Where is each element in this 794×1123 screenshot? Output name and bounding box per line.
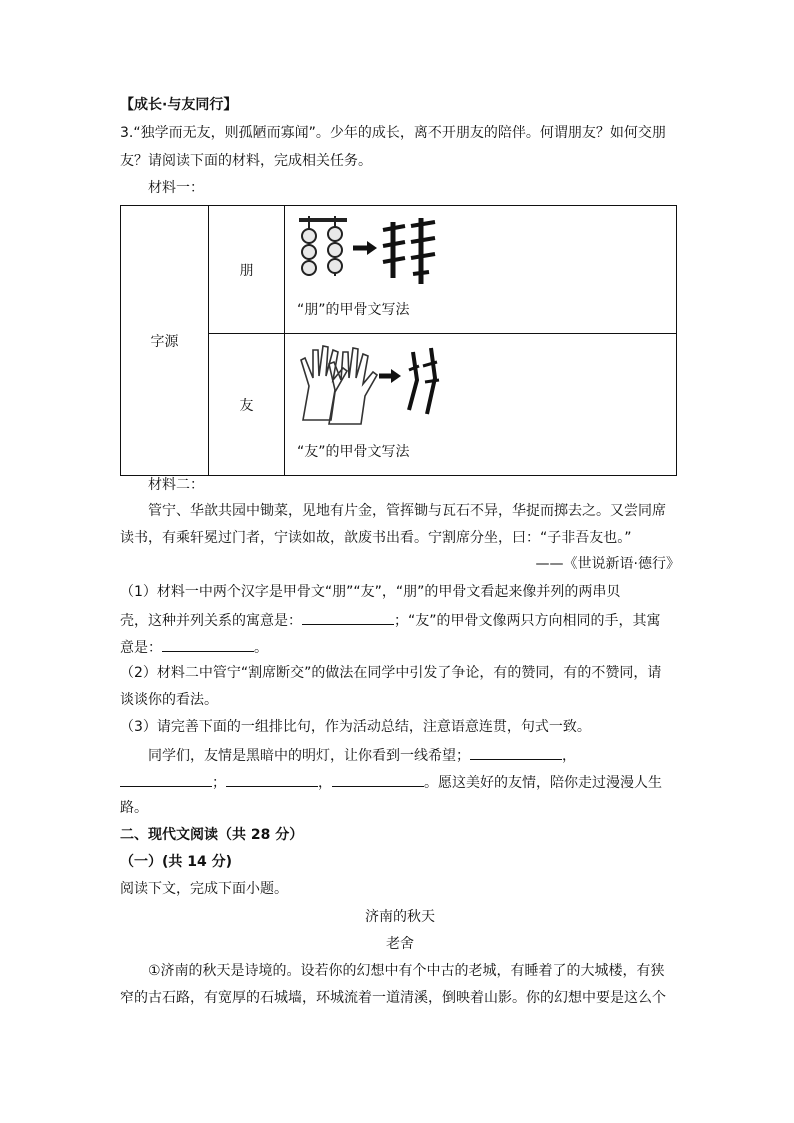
bead-strings-oracle-icon [295, 212, 455, 292]
etymology-table [120, 205, 677, 476]
section-title: 【成长·与友同行】 [120, 97, 238, 113]
part2-title: 二、现代文阅读（共 28 分） [120, 827, 304, 843]
material2-source: ——《世说新语·德行》 [535, 556, 680, 572]
table-group-label: 字源 [121, 206, 209, 476]
table-caption-peng: “朋”的甲骨文写法 [297, 302, 410, 318]
q3-line-3-text-a: ； [212, 775, 226, 791]
q2-line-2: 谈谈你的看法。 [120, 692, 218, 708]
q3-blank-2[interactable] [120, 772, 212, 787]
table-glyph-cell-you [285, 334, 677, 476]
part2-instruction: 阅读下文，完成下面小题。 [120, 881, 288, 897]
q1-blank-1[interactable] [302, 610, 394, 625]
q1-line-2 [120, 610, 680, 630]
q3-line-1: （3）请完善下面的一组排比句，作为活动总结，注意语意连贯，句式一致。 [120, 719, 591, 735]
q3-line-4: 路。 [120, 800, 148, 816]
q1-line-2-text-a: 壳，这种并列关系的寓意是： [120, 613, 302, 629]
q1-line-1: （1）材料一中两个汉字是甲骨文“朋”“友”，“朋”的甲骨文看起来像并列的两串贝 [120, 584, 621, 600]
q1-line-3-text-b: 。 [254, 640, 268, 656]
essay-title: 济南的秋天 [365, 909, 435, 925]
table-char-you: 友 [209, 334, 285, 476]
essay-line-2: 窄的古石路，有宽厚的石城墙，环城流着一道清溪，倒映着山影。你的幻想中要是这么个 [120, 990, 666, 1006]
question-intro-line-1: 3.“独学而无友，则孤陋而寡闻”。少年的成长，离不开朋友的陪伴。何谓朋友？如何交朋 [120, 125, 666, 141]
question-intro-line-2: 友？请阅读下面的材料，完成相关任务。 [120, 153, 372, 169]
two-hands-oracle-icon [295, 340, 455, 426]
q2-line-1: （2）材料二中管宁“割席断交”的做法在同学中引发了争论，有的赞同，有的不赞同，请 [120, 665, 662, 681]
material2-line-1: 管宁、华歆共园中锄菜，见地有片金，管挥锄与瓦石不异，华捉而掷去之。又尝同席 [148, 503, 666, 519]
material2-label: 材料二： [148, 477, 204, 493]
q3-line-3-text-b: ， [318, 775, 332, 791]
q3-line-2-text-a: 同学们，友情是黑暗中的明灯，让你看到一线希望； [148, 748, 470, 764]
q3-blank-3[interactable] [226, 772, 318, 787]
part2-subtitle: （一）(共 14 分) [120, 854, 233, 870]
table-char-peng: 朋 [209, 206, 285, 334]
q1-blank-2[interactable] [162, 637, 254, 652]
q1-line-2-text-b: ；“友”的甲骨文像两只方向相同的手，其寓 [394, 613, 661, 629]
q1-line-3 [120, 637, 680, 657]
q3-line-2 [120, 745, 680, 765]
q3-blank-4[interactable] [332, 772, 424, 787]
q3-line-3 [120, 772, 680, 792]
table-glyph-cell-peng [285, 206, 677, 334]
material1-label: 材料一： [148, 180, 204, 196]
material2-line-2: 读书，有乘轩冕过门者，宁读如故，歆废书出看。宁割席分坐，曰：“子非吾友也。” [120, 530, 632, 546]
table-caption-you: “友”的甲骨文写法 [297, 444, 410, 460]
essay-author: 老舍 [386, 936, 414, 952]
essay-line-1: ①济南的秋天是诗境的。设若你的幻想中有个中古的老城，有睡着了的大城楼，有狭 [148, 963, 665, 979]
q1-line-3-text-a: 意是： [120, 640, 162, 656]
q3-line-3-text-c: 。愿这美好的友情，陪你走过漫漫人生 [424, 775, 662, 791]
q3-blank-1[interactable] [470, 745, 562, 760]
q3-line-2-text-b: ， [562, 748, 576, 764]
